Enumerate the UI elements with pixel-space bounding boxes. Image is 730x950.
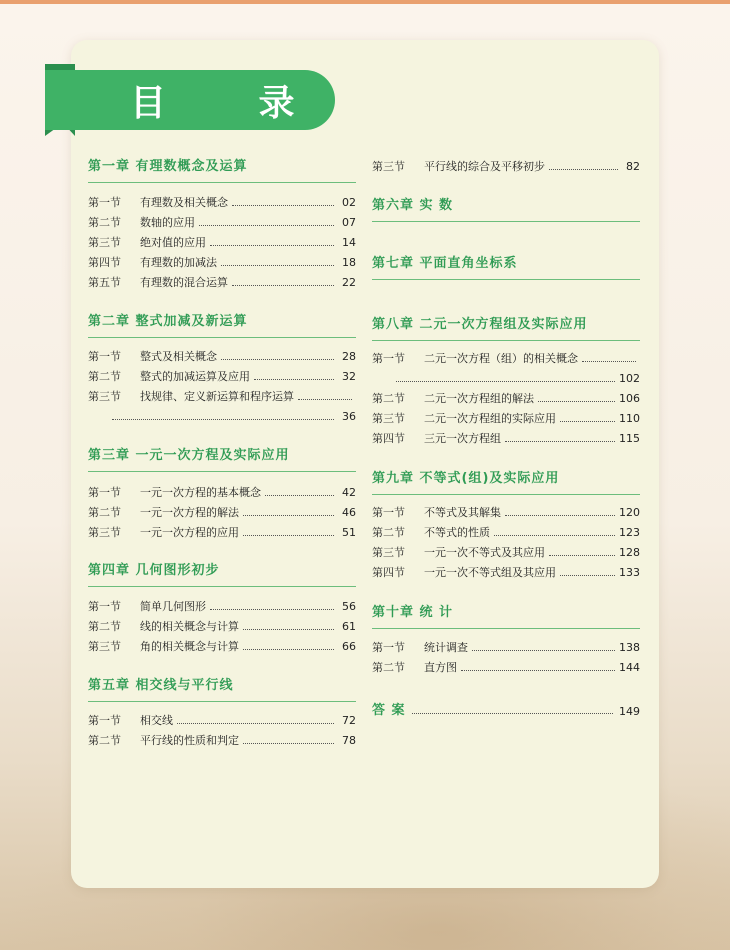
chapter-title: 第八章 二元一次方程组及实际应用	[372, 317, 588, 332]
page-number: 22	[342, 275, 356, 289]
toc-entry[interactable]	[372, 543, 640, 561]
dot-leader	[538, 401, 615, 402]
section-number: 第四节	[372, 432, 405, 445]
dot-leader	[210, 609, 334, 610]
dot-leader	[505, 515, 615, 516]
toc-entry[interactable]	[372, 658, 640, 676]
page-number: 149	[619, 704, 640, 718]
chapter-heading[interactable]	[372, 197, 640, 222]
chapter-heading[interactable]	[88, 677, 356, 702]
page-number: 106	[619, 391, 640, 405]
dot-leader	[232, 285, 334, 286]
chapter-title: 第二章 整式加减及新运算	[88, 314, 248, 329]
section-title: 一元一次方程的应用	[140, 526, 239, 539]
section-number: 第一节	[88, 196, 121, 209]
section-number: 第一节	[372, 352, 405, 365]
section-number: 第二节	[372, 526, 405, 539]
section-number: 第二节	[372, 392, 405, 405]
toc-entry[interactable]	[88, 483, 356, 501]
page-number: 115	[619, 431, 640, 445]
section-title: 整式的加减运算及应用	[140, 370, 250, 383]
section-title: 二元一次方程组的实际应用	[424, 412, 556, 425]
toc-entry[interactable]	[372, 503, 640, 521]
toc-entry[interactable]	[88, 387, 356, 405]
page-number: 56	[342, 599, 356, 613]
section-title: 二元一次方程组的解法	[424, 392, 534, 405]
chapter-title: 第七章 平面直角坐标系	[372, 256, 518, 271]
toc-heading: 目 录	[130, 82, 335, 124]
section-title: 一元一次不等式组及其应用	[424, 566, 556, 579]
page-number: 82	[626, 159, 640, 173]
section-title: 平行线的综合及平移初步	[424, 160, 545, 173]
section-number: 第三节	[372, 160, 405, 173]
chapter-heading[interactable]	[372, 316, 640, 341]
page-number: 02	[342, 195, 356, 209]
dot-leader	[112, 419, 334, 420]
section-title: 有理数及相关概念	[140, 196, 228, 209]
toc-entry[interactable]	[88, 233, 356, 251]
dot-leader	[243, 649, 334, 650]
toc-entry[interactable]	[88, 273, 356, 291]
section-title: 一元一次不等式及其应用	[424, 546, 545, 559]
dot-leader	[221, 265, 334, 266]
dot-leader	[560, 575, 615, 576]
section-number: 第四节	[88, 256, 121, 269]
section-title: 有理数的混合运算	[140, 276, 228, 289]
toc-entry-continuation[interactable]	[372, 369, 640, 387]
toc-entry[interactable]	[88, 711, 356, 729]
toc-entry[interactable]	[372, 157, 640, 175]
section-number: 第二节	[88, 216, 121, 229]
dot-leader	[494, 535, 615, 536]
toc-entry[interactable]	[88, 193, 356, 211]
section-number: 第一节	[372, 506, 405, 519]
section-number: 第三节	[88, 640, 121, 653]
dot-leader	[298, 399, 352, 400]
page-number: 51	[342, 525, 356, 539]
page-number: 66	[342, 639, 356, 653]
dot-leader	[243, 629, 334, 630]
dot-leader	[505, 441, 615, 442]
chapter-heading[interactable]	[88, 313, 356, 338]
toc-entry[interactable]	[88, 503, 356, 521]
dot-leader	[210, 245, 334, 246]
page-number: 32	[342, 369, 356, 383]
toc-entry[interactable]	[372, 389, 640, 407]
section-number: 第一节	[88, 486, 121, 499]
page-number: 72	[342, 713, 356, 727]
section-title: 不等式的性质	[424, 526, 490, 539]
section-title: 统计调查	[424, 641, 468, 654]
section-title: 二元一次方程（组）的相关概念	[424, 352, 578, 365]
chapter-heading[interactable]	[372, 470, 640, 495]
chapter-title: 第五章 相交线与平行线	[88, 678, 234, 693]
section-number: 第三节	[372, 546, 405, 559]
section-title: 一元一次方程的解法	[140, 506, 239, 519]
toc-entry[interactable]	[372, 523, 640, 541]
dot-leader	[549, 555, 615, 556]
toc-entry[interactable]	[372, 429, 640, 447]
page-number: 36	[342, 409, 356, 423]
page-number: 78	[342, 733, 356, 747]
section-number: 第一节	[88, 714, 121, 727]
section-title: 平行线的性质和判定	[140, 734, 239, 747]
dot-leader	[582, 361, 636, 362]
page-number: 138	[619, 640, 640, 654]
toc-right-column	[372, 0, 640, 950]
page-number: 120	[619, 505, 640, 519]
chapter-heading[interactable]	[372, 699, 640, 723]
toc-entry[interactable]	[88, 253, 356, 271]
page-number: 28	[342, 349, 356, 363]
section-title: 简单几何图形	[140, 600, 206, 613]
page-number: 07	[342, 215, 356, 229]
section-number: 第三节	[88, 526, 121, 539]
section-title: 有理数的加减法	[140, 256, 217, 269]
section-title: 一元一次方程的基本概念	[140, 486, 261, 499]
section-number: 第三节	[88, 236, 121, 249]
section-number: 第一节	[372, 641, 405, 654]
dot-leader	[221, 359, 334, 360]
page-number: 133	[619, 565, 640, 579]
chapter-heading[interactable]	[88, 447, 356, 472]
toc-entry-continuation[interactable]	[88, 407, 356, 425]
dot-leader	[472, 650, 615, 651]
chapter-title: 第三章 一元一次方程及实际应用	[88, 448, 290, 463]
dot-leader	[232, 205, 334, 206]
toc-entry[interactable]	[88, 637, 356, 655]
toc-left-column	[88, 0, 356, 950]
dot-leader	[412, 713, 613, 714]
dot-leader	[560, 421, 615, 422]
section-number: 第二节	[372, 661, 405, 674]
dot-leader	[177, 723, 334, 724]
dot-leader	[461, 670, 615, 671]
section-number: 第二节	[88, 370, 121, 383]
toc-entry[interactable]	[88, 523, 356, 541]
dot-leader	[243, 743, 334, 744]
dot-leader	[549, 169, 618, 170]
chapter-title: 答 案	[372, 703, 406, 718]
section-number: 第五节	[88, 276, 121, 289]
toc-entry[interactable]	[88, 731, 356, 749]
section-number: 第二节	[88, 620, 121, 633]
section-title: 直方图	[424, 661, 457, 674]
section-title: 三元一次方程组	[424, 432, 501, 445]
toc-entry[interactable]	[88, 213, 356, 231]
section-number: 第四节	[372, 566, 405, 579]
section-number: 第三节	[372, 412, 405, 425]
section-number: 第一节	[88, 350, 121, 363]
toc-entry[interactable]	[88, 347, 356, 365]
section-number: 第三节	[88, 390, 121, 403]
section-title: 相交线	[140, 714, 173, 727]
chapter-heading[interactable]	[88, 158, 356, 183]
page-number: 123	[619, 525, 640, 539]
toc-entry[interactable]	[88, 617, 356, 635]
section-title: 线的相关概念与计算	[140, 620, 239, 633]
section-title: 角的相关概念与计算	[140, 640, 239, 653]
toc-entry[interactable]	[372, 638, 640, 656]
toc-entry[interactable]	[372, 563, 640, 581]
page-number: 46	[342, 505, 356, 519]
toc-entry[interactable]	[372, 409, 640, 427]
section-number: 第一节	[88, 600, 121, 613]
page-number: 128	[619, 545, 640, 559]
page-number: 61	[342, 619, 356, 633]
page-number: 102	[619, 371, 640, 385]
page-number: 18	[342, 255, 356, 269]
page-number: 144	[619, 660, 640, 674]
dot-leader	[265, 495, 334, 496]
dot-leader	[243, 515, 334, 516]
section-title: 整式及相关概念	[140, 350, 217, 363]
chapter-title: 第六章 实 数	[372, 198, 454, 213]
page-number: 42	[342, 485, 356, 499]
dot-leader	[243, 535, 334, 536]
page-number: 110	[619, 411, 640, 425]
section-title: 不等式及其解集	[424, 506, 501, 519]
section-title: 找规律、定义新运算和程序运算	[140, 390, 294, 403]
chapter-title: 第四章 几何图形初步	[88, 563, 220, 578]
section-number: 第二节	[88, 734, 121, 747]
section-title: 绝对值的应用	[140, 236, 206, 249]
chapter-title: 第一章 有理数概念及运算	[88, 159, 248, 174]
dot-leader	[254, 379, 334, 380]
chapter-heading[interactable]	[372, 604, 640, 629]
section-title: 数轴的应用	[140, 216, 195, 229]
dot-leader	[396, 381, 615, 382]
chapter-title: 第十章 统 计	[372, 605, 454, 620]
chapter-title: 第九章 不等式(组)及实际应用	[372, 471, 560, 486]
toc-entry[interactable]	[88, 597, 356, 615]
toc-entry[interactable]	[372, 349, 640, 367]
dot-leader	[199, 225, 334, 226]
chapter-heading[interactable]	[372, 255, 640, 280]
section-number: 第二节	[88, 506, 121, 519]
toc-entry[interactable]	[88, 367, 356, 385]
chapter-heading[interactable]	[88, 562, 356, 587]
page-number: 14	[342, 235, 356, 249]
